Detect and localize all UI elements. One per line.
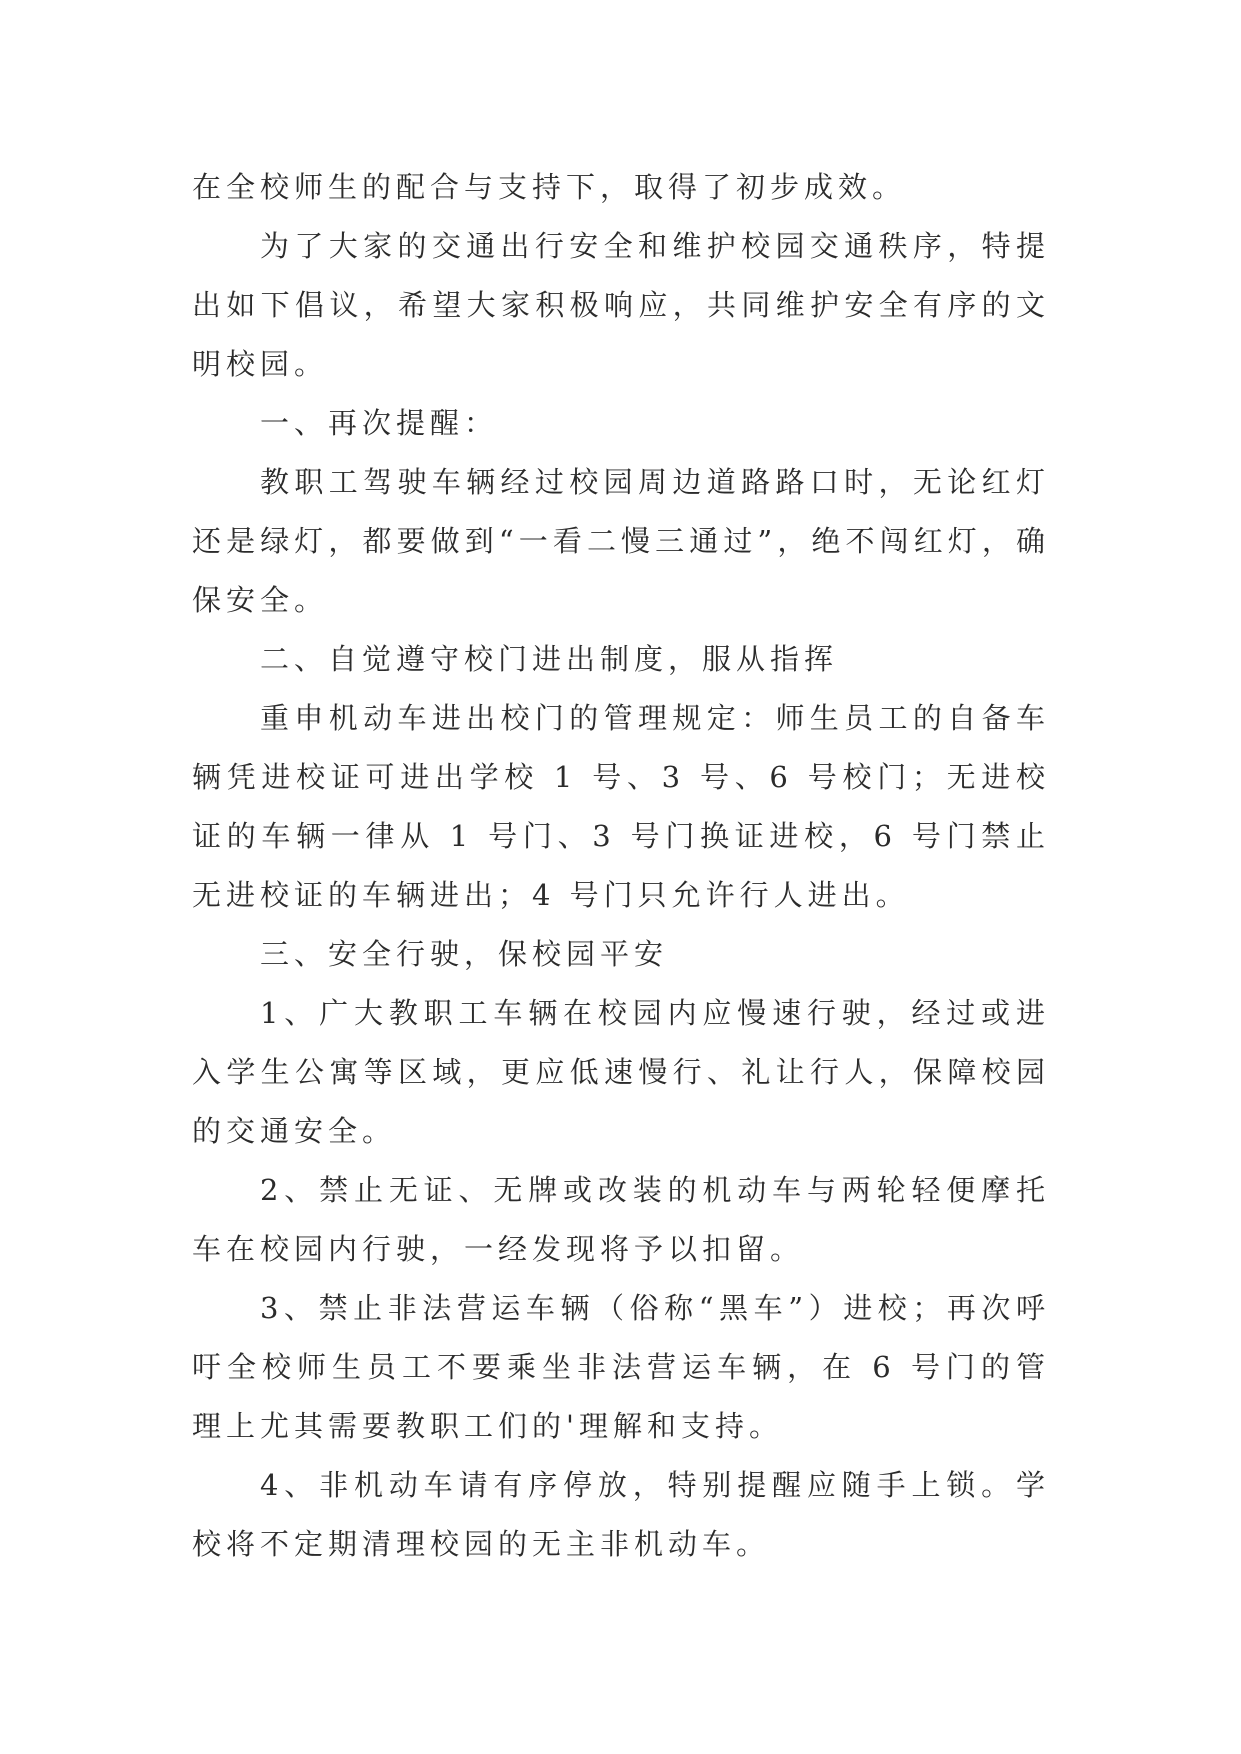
paragraph: 教职工驾驶车辆经过校园周边道路路口时，无论红灯还是绿灯，都要做到“一看二慢三通过”，绝不闯红灯，确保安全。 — [192, 465, 1050, 617]
paragraph: 重申机动车进出校门的管理规定：师生员工的自备车辆凭进校证可进出学校 1 号、3 号、6 号校门；无进校证的车辆一律从 1 号门、3 号门换证进校，6 号门禁止无进校证的车辆进出；4 号门只允许行人进出。 — [192, 701, 1050, 912]
section-heading: 二、自觉遵守校门进出制度，服从指挥 — [260, 642, 839, 676]
paragraph: 为了大家的交通出行安全和维护校园交通秩序，特提出如下倡议，希望大家积极响应，共同维护安全有序的文明校园。 — [192, 229, 1050, 381]
list-item: 3、禁止非法营运车辆（俗称“黑车”）进校；再次呼吁全校师生员工不要乘坐非法营运车辆，在 6 号门的管理上尤其需要教职工们的'理解和支持。 — [192, 1291, 1050, 1443]
list-item: 4、非机动车请有序停放，特别提醒应随手上锁。学校将不定期清理校园的无主非机动车。 — [192, 1468, 1050, 1561]
document-body — [192, 158, 1050, 1574]
list-item: 2、禁止无证、无牌或改装的机动车与两轮轻便摩托车在校园内行驶，一经发现将予以扣留。 — [192, 1173, 1050, 1266]
list-item: 1、广大教职工车辆在校园内应慢速行驶，经过或进入学生公寓等区域，更应低速慢行、礼让行人，保障校园的交通安全。 — [192, 996, 1050, 1148]
paragraph: 在全校师生的配合与支持下，取得了初步成效。 — [192, 170, 907, 204]
section-heading: 一、再次提醒： — [260, 406, 499, 440]
section-heading: 三、安全行驶，保校园平安 — [260, 937, 669, 971]
